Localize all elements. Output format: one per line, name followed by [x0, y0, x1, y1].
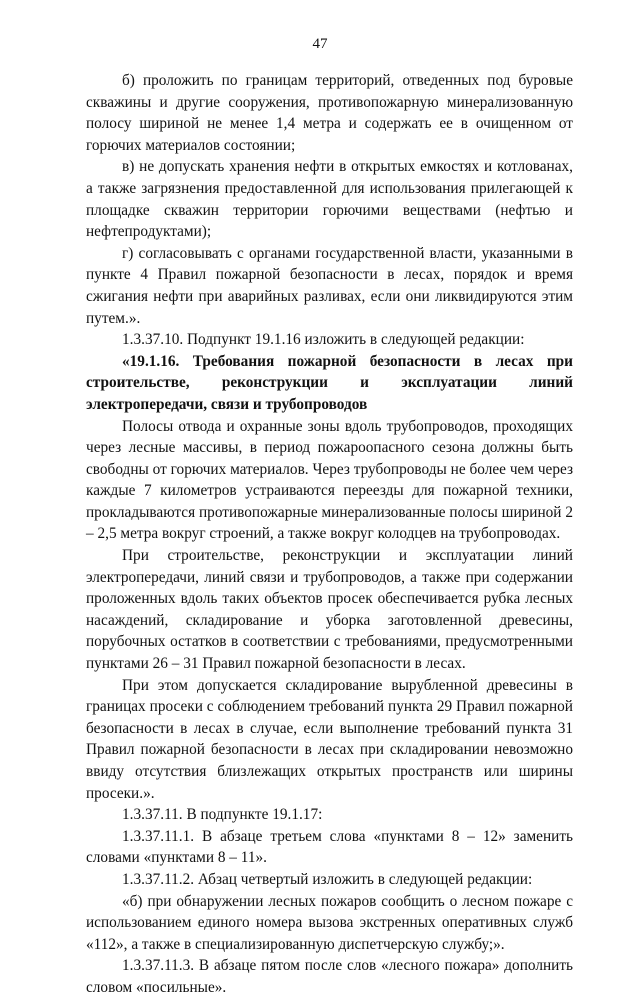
paragraph-1-3-37-10: 1.3.37.10. Подпункт 19.1.16 изложить в следующей редакции:	[122, 331, 525, 349]
paragraph-1-3-37-11-3: 1.3.37.11.3. В абзаце пятом после слов «лесного пожара» дополнить словом «посильные».	[86, 957, 573, 996]
paragraph-1-3-37-11-1: 1.3.37.11.1. В абзаце третьем слова «пунктами 8 – 12» заменить словами «пунктами 8 – 11».	[86, 827, 573, 867]
paragraph-clearing-maintenance: При строительстве, реконструкции и эксплуатации линий электропередачи, линий связи и трубопроводов, а также при содержании проложенных вдоль таких объектов просек обеспечивается рубка лесных насаждений, складирование и уборка заготовленной древесины, порубочных остатков в соответствии с требованиями, предусмотренными пунктами 26 – 31 Правил пожарной безопасности в лесах.	[86, 547, 573, 673]
section-heading-19-1-16: «19.1.16. Требования пожарной безопасности в лесах при строительстве, реконструкции и эксплуатации линий электропередачи, связи и трубопроводов	[86, 352, 573, 413]
paragraph-timber-storage: При этом допускается складирование вырубленной древесины в границах просеки с соблюдением требований пункта 29 Правил пожарной безопасности в лесах в случае, если выполнение требований пункта 31 Правил пожарной безопасности в лесах при складировании невозможно ввиду отсутствия близлежащих открытых пространств или ширины просеки.».	[86, 676, 573, 802]
paragraph-pipeline-zones: Полосы отвода и охранные зоны вдоль трубопроводов, проходящих через лесные массивы, в период пожароопасного сезона должны быть свободны от горючих материалов. Через трубопроводы не более чем через каждые 7 километров устраиваются переезды для пожарной техники, прокладываются противопожарные минерализованные полосы шириной 2 – 2,5 метра вокруг строений, а также вокруг колодцев на трубопроводах.	[86, 417, 573, 543]
document-body	[86, 70, 573, 999]
paragraph-v-oil-storage: в) не допускать хранения нефти в открытых емкостях и котлованах, а также загрязнения предоставленной для использования прилегающей к площадке скважин территории горючими веществами (нефтью и нефтепродуктами);	[86, 158, 573, 241]
paragraph-1-3-37-11-2: 1.3.37.11.2. Абзац четвертый изложить в следующей редакции:	[122, 870, 533, 888]
paragraph-b-mineral-strip: б) проложить по границам территорий, отведенных под буровые скважины и другие сооружения, противопожарную минерализованную полосу шириной не менее 1,4 метра и содержать ее в очищенном от горючих материалов состоянии;	[86, 72, 573, 154]
paragraph-1-3-37-11: 1.3.37.11. В подпункте 19.1.17:	[122, 806, 323, 824]
page-number: 47	[312, 36, 328, 52]
paragraph-g-oil-burning: г) согласовывать с органами государственной власти, указанными в пункте 4 Правил пожарной безопасности в лесах, порядок и время сжигания нефти при аварийных разливах, если они ликвидируются этим путем.».	[86, 244, 573, 327]
paragraph-b-fire-reporting: «б) при обнаружении лесных пожаров сообщить о лесном пожаре с использованием единого номера вызова экстренных оперативных служб «112», а также в специализированную диспетчерскую службу;».	[86, 892, 573, 953]
